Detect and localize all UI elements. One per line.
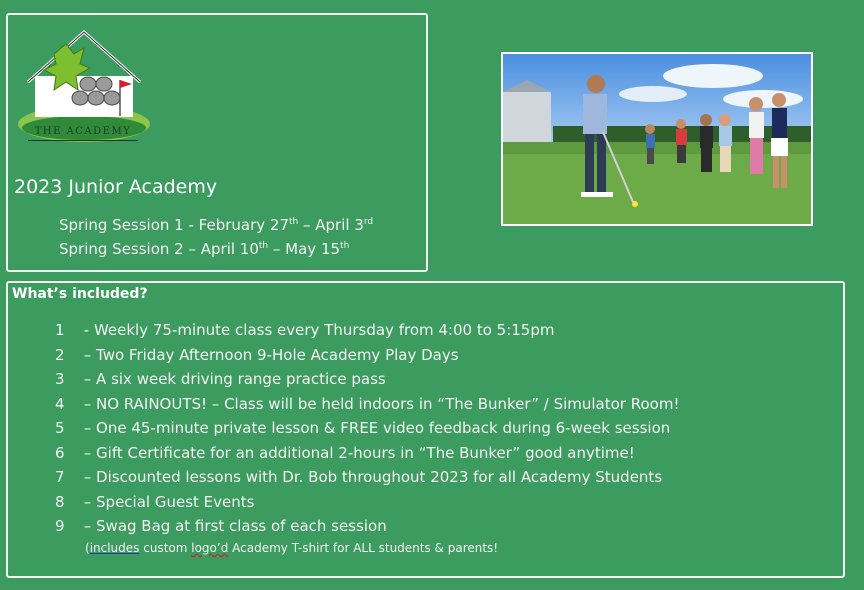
list-item [55,416,679,441]
item-text: – Discounted lessons with Dr. Bob throughout 2023 for all Academy Students [79,468,663,486]
item-number: 7 [55,468,65,486]
page-title: 2023 Junior Academy [14,176,218,198]
golf-lesson-photo [501,52,813,226]
list-item [55,514,679,539]
item-number: 6 [55,443,65,462]
item-text: – Two Friday Afternoon 9-Hole Academy Play Days [79,345,459,364]
item-number: 9 [55,517,65,535]
item-text: – Gift Certificate for an additional 2-hours in “The Bunker” good anytime! [79,443,635,462]
item-text: – Swag Bag at first class of each session [79,517,387,535]
logo-caption: THE ACADEMY [28,126,138,141]
item-text: - Weekly 75-minute class every Thursday from 4:00 to 5:15pm [79,321,555,339]
list-item [55,465,679,490]
included-list [55,318,679,539]
tshirt-note: (includes custom logo’d Academy T-shirt for ALL students & parents! [85,541,499,555]
item-text: – A six week driving range practice pass [79,370,386,388]
item-number: 2 [55,345,65,364]
session-2: Spring Session 2 – April 10th – May 15th [59,240,350,258]
session-1: Spring Session 1 - February 27th – April 3rd [59,216,374,234]
list-item [55,490,679,515]
list-item [55,318,679,343]
list-item [55,367,679,392]
item-text: – One 45-minute private lesson & FREE video feedback during 6-week session [79,419,671,437]
item-text: – Special Guest Events [79,492,255,511]
list-item [55,392,679,417]
item-number: 5 [55,419,65,437]
item-number: 1 [55,321,65,339]
item-text: – NO RAINOUTS! – Class will be held indoors in “The Bunker” / Simulator Room! [79,394,680,413]
list-item [55,343,679,368]
list-item [55,441,679,466]
item-number: 3 [55,370,65,388]
included-heading: What’s included? [12,286,148,302]
item-number: 8 [55,492,65,511]
item-number: 4 [55,394,65,413]
